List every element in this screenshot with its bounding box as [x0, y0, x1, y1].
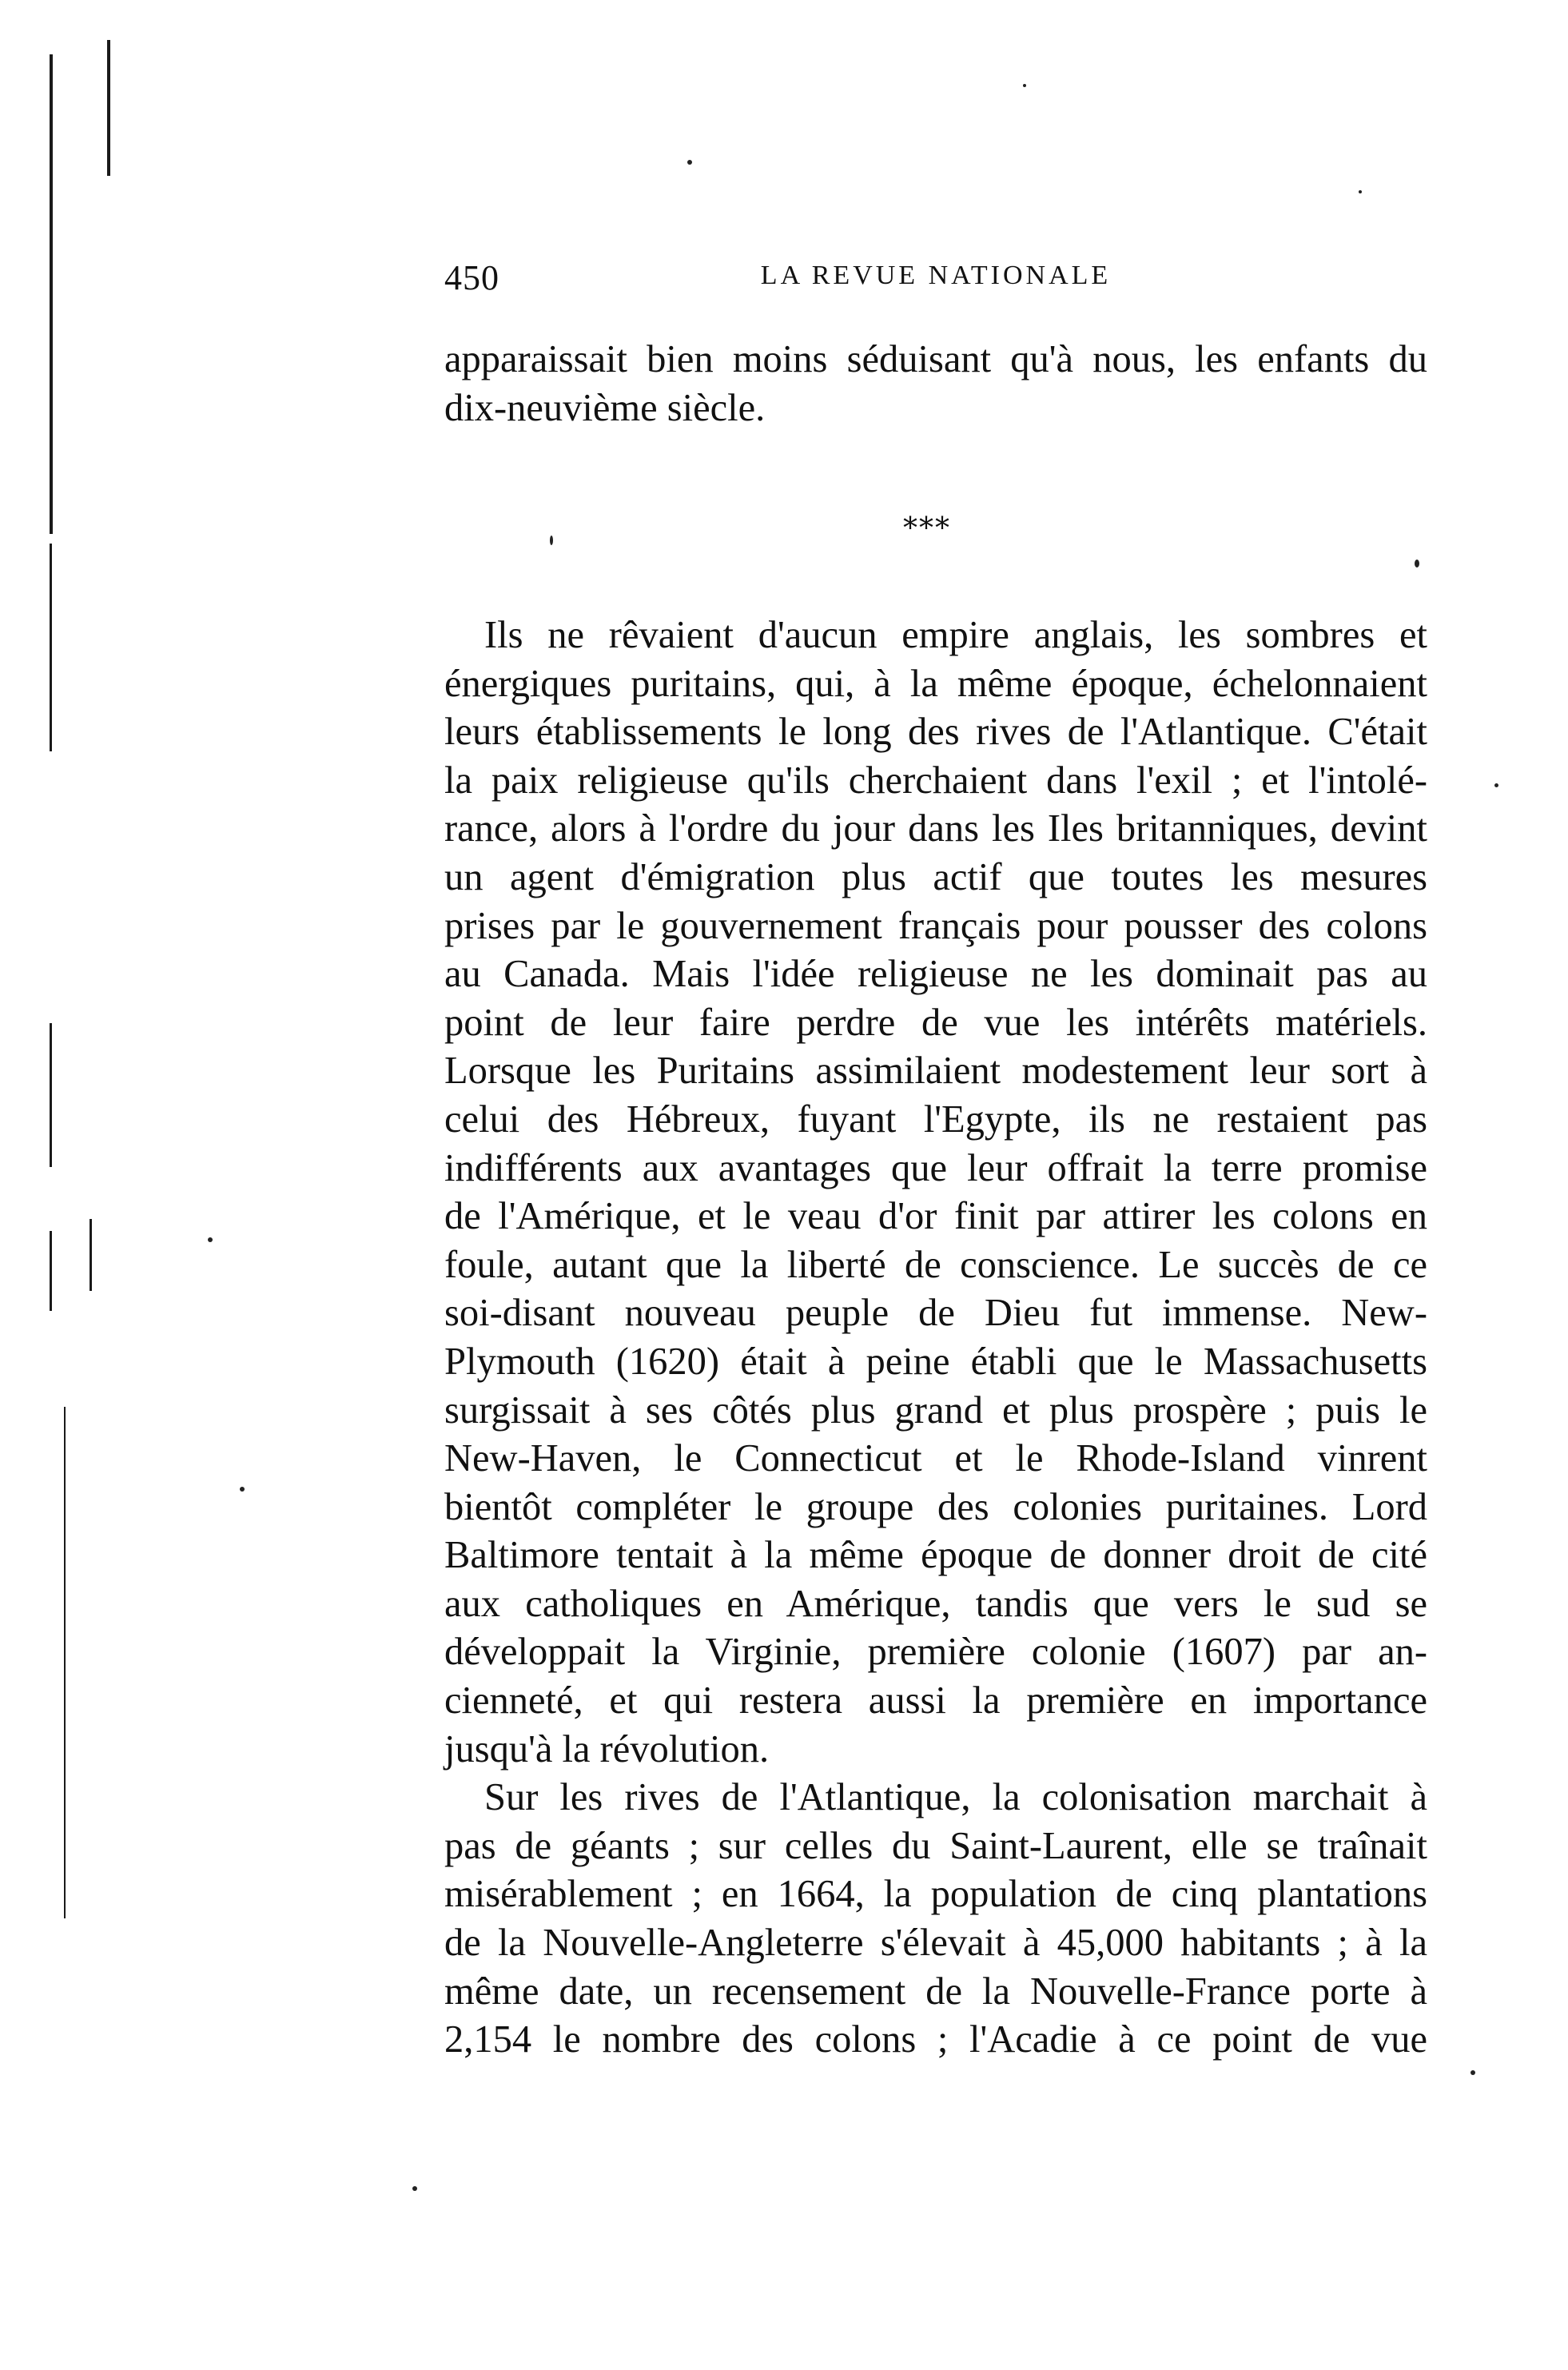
text-line: cienneté, et qui restera aussi la première en importance: [444, 1679, 1427, 1723]
text-line: Baltimore tentait à la même époque de donner droit de cité: [444, 1534, 1427, 1577]
text-line: apparaissait bien moins séduisant qu'à nous, les enfants du: [444, 338, 1427, 380]
text-line: de l'Amérique, et le veau d'or finit par attirer les colons en: [444, 1195, 1427, 1238]
binding-edge-line: [90, 1219, 92, 1291]
text-line: aux catholiques en Amérique, tandis que vers le sud se: [444, 1582, 1427, 1625]
scan-speck: [240, 1487, 245, 1492]
text-line: Ils ne rêvaient d'aucun empire anglais, les sombres et: [484, 614, 1427, 656]
opening-paragraph: [444, 336, 1427, 432]
binding-edge-line: [64, 1407, 66, 1918]
text-line: misérablement ; en 1664, la population de cinq plantations: [444, 1873, 1427, 1916]
page-number: 450: [444, 258, 499, 297]
text-line: leurs établissements le long des rives de l'Atlantique. C'était: [444, 711, 1427, 754]
text-line: rance, alors à l'ordre du jour dans les Iles britanniques, devint: [444, 807, 1427, 850]
scan-speck: [1415, 560, 1419, 568]
text-line: développait la Virginie, première colonie (1607) par an-: [444, 1631, 1427, 1674]
text-line: même date, un recensement de la Nouvelle-France porte à: [444, 1970, 1427, 2013]
scan-speck: [1494, 783, 1498, 787]
text-line: jusqu'à la révolution.: [444, 1727, 770, 1771]
scan-speck: [1470, 2070, 1475, 2075]
scan-speck: [1023, 84, 1026, 87]
text-line: un agent d'émigration plus actif que toutes les mesures: [444, 855, 1427, 898]
scan-speck: [208, 1237, 213, 1242]
text-line: surgissait à ses côtés plus grand et plus prospère ; puis le: [444, 1388, 1427, 1432]
text-line: Sur les rives de l'Atlantique, la colonisation marchait à: [484, 1776, 1427, 1819]
page-header: [444, 257, 1427, 305]
scan-speck: [412, 2186, 417, 2191]
binding-edge-line: [50, 544, 52, 751]
binding-edge-line: [107, 40, 110, 176]
text-line: New-Haven, le Connecticut et le Rhode-Island vinrent: [444, 1437, 1427, 1480]
text-line: foule, autant que la liberté de conscience. Le succès de ce: [444, 1243, 1427, 1286]
text-line: au Canada. Mais l'idée religieuse ne les dominait pas au: [444, 953, 1427, 996]
text-line: Lorsque les Puritains assimilaient modestement leur sort à: [444, 1050, 1427, 1093]
text-line: celui des Hébreux, fuyant l'Egypte, ils ne restaient pas: [444, 1097, 1427, 1141]
body-text: [444, 611, 1427, 2065]
text-line: pas de géants ; sur celles du Saint-Laurent, elle se traînait: [444, 1824, 1427, 1867]
text-line: la paix religieuse qu'ils cherchaient dans l'exil ; et l'intolé-: [444, 759, 1427, 802]
scan-speck: [687, 160, 692, 165]
text-line: indifférents aux avantages que leur offrait la terre promise: [444, 1146, 1427, 1189]
scan-speck: [1359, 190, 1362, 193]
scan-speck: [550, 536, 553, 545]
binding-edge-line: [50, 54, 53, 534]
text-line: bientôt compléter le groupe des colonies puritaines. Lord: [444, 1485, 1427, 1528]
text-line: énergiques puritains, qui, à la même époque, échelonnaient: [444, 662, 1427, 705]
binding-edge-line: [50, 1023, 52, 1167]
text-line: prises par le gouvernement français pour pousser des colons: [444, 904, 1427, 947]
text-line: soi-disant nouveau peuple de Dieu fut immense. New-: [444, 1292, 1427, 1335]
section-ornament: ⁎⁎⁎: [903, 503, 951, 535]
text-line: dix-neuvième siècle.: [444, 386, 766, 429]
text-line: de la Nouvelle-Angleterre s'élevait à 45,000 habitants ; à la: [444, 1922, 1427, 1965]
text-line: Plymouth (1620) était à peine établi que le Massachusetts: [444, 1340, 1427, 1383]
text-line: point de leur faire perdre de vue les intérêts matériels.: [444, 1001, 1427, 1044]
running-title: LA REVUE NATIONALE: [760, 261, 1112, 290]
binding-edge-line: [50, 1231, 52, 1311]
text-line: 2,154 le nombre des colons ; l'Acadie à ce point de vue: [444, 2018, 1427, 2061]
